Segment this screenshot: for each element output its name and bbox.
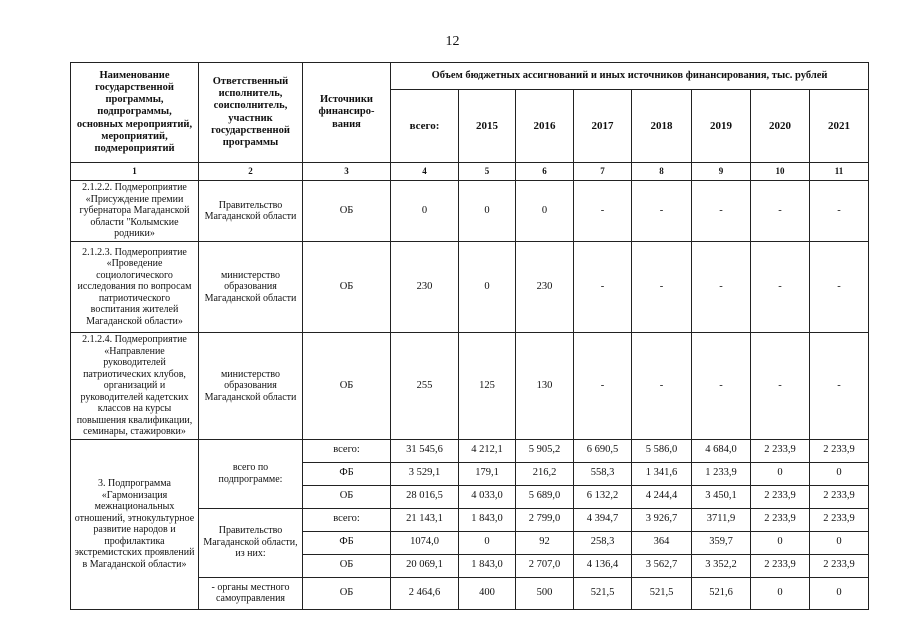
header-year: 2020: [751, 90, 810, 163]
executor-cell: всего по подпрограмме:: [199, 439, 303, 508]
value-cell: 1 341,6: [632, 462, 692, 485]
value-cell: -: [692, 181, 751, 242]
value-cell: 0: [459, 531, 516, 554]
value-cell: 5 905,2: [516, 439, 574, 462]
value-cell: 2 799,0: [516, 508, 574, 531]
index-cell: 4: [391, 163, 459, 181]
value-cell: -: [692, 333, 751, 440]
header-source: Источники финансиро-вания: [303, 63, 391, 163]
value-cell: 3711,9: [692, 508, 751, 531]
header-year: 2017: [574, 90, 632, 163]
executor-cell: Правительство Магаданской области, из них:: [199, 508, 303, 577]
value-cell: -: [810, 181, 869, 242]
value-cell: 5 586,0: [632, 439, 692, 462]
source-cell: ОБ: [303, 577, 391, 609]
value-cell: 4 136,4: [574, 554, 632, 577]
executor-cell: министерство образования Магаданской области: [199, 242, 303, 333]
value-cell: 2 233,9: [751, 439, 810, 462]
executor-cell: Правительство Магаданской области: [199, 181, 303, 242]
value-cell: 5 689,0: [516, 485, 574, 508]
value-cell: 28 016,5: [391, 485, 459, 508]
source-cell: ОБ: [303, 242, 391, 333]
value-cell: 2 233,9: [810, 485, 869, 508]
activity-name: 2.1.2.2. Подмероприятие «Присуждение премии губернатора Магаданской области "Колымские родники»: [71, 181, 199, 242]
source-cell: всего:: [303, 508, 391, 531]
value-cell: 2 233,9: [751, 485, 810, 508]
value-cell: 3 926,7: [632, 508, 692, 531]
header-name: Наименование государственной программы, подпрограммы, основных мероприятий, мероприятий, подмероприятий: [71, 63, 199, 163]
value-cell: -: [692, 242, 751, 333]
value-cell: 0: [459, 242, 516, 333]
value-cell: -: [632, 181, 692, 242]
index-cell: 10: [751, 163, 810, 181]
value-cell: 92: [516, 531, 574, 554]
value-cell: 216,2: [516, 462, 574, 485]
index-cell: 5: [459, 163, 516, 181]
table-row: [71, 181, 869, 242]
value-cell: 3 562,7: [632, 554, 692, 577]
value-cell: 1 843,0: [459, 508, 516, 531]
header-year: 2019: [692, 90, 751, 163]
source-cell: ОБ: [303, 333, 391, 440]
value-cell: 258,3: [574, 531, 632, 554]
value-cell: -: [751, 242, 810, 333]
value-cell: 6 690,5: [574, 439, 632, 462]
value-cell: 0: [810, 462, 869, 485]
source-cell: ОБ: [303, 485, 391, 508]
value-cell: 2 233,9: [810, 439, 869, 462]
value-cell: 21 143,1: [391, 508, 459, 531]
source-cell: ФБ: [303, 531, 391, 554]
header-budget: Объем бюджетных ассигнований и иных источников финансирования, тыс. рублей: [391, 63, 869, 90]
value-cell: -: [632, 333, 692, 440]
index-cell: 11: [810, 163, 869, 181]
executor-cell: - органы местного самоуправления: [199, 577, 303, 609]
value-cell: 3 352,2: [692, 554, 751, 577]
value-cell: 2 233,9: [751, 554, 810, 577]
value-cell: 0: [751, 462, 810, 485]
value-cell: 1 843,0: [459, 554, 516, 577]
value-cell: -: [751, 333, 810, 440]
header-year: 2016: [516, 90, 574, 163]
executor-cell: министерство образования Магаданской области: [199, 333, 303, 440]
value-cell: 4 033,0: [459, 485, 516, 508]
value-cell: 400: [459, 577, 516, 609]
value-cell: 0: [810, 531, 869, 554]
value-cell: 2 233,9: [810, 508, 869, 531]
index-row: [71, 163, 869, 181]
value-cell: 359,7: [692, 531, 751, 554]
value-cell: -: [751, 181, 810, 242]
value-cell: 0: [459, 181, 516, 242]
header-year: 2018: [632, 90, 692, 163]
value-cell: 0: [391, 181, 459, 242]
value-cell: 125: [459, 333, 516, 440]
value-cell: 230: [391, 242, 459, 333]
source-cell: всего:: [303, 439, 391, 462]
value-cell: 230: [516, 242, 574, 333]
value-cell: -: [574, 333, 632, 440]
source-cell: ОБ: [303, 181, 391, 242]
index-cell: 1: [71, 163, 199, 181]
value-cell: 3 450,1: [692, 485, 751, 508]
value-cell: 4 394,7: [574, 508, 632, 531]
value-cell: 3 529,1: [391, 462, 459, 485]
index-cell: 2: [199, 163, 303, 181]
value-cell: -: [810, 242, 869, 333]
index-cell: 8: [632, 163, 692, 181]
value-cell: -: [574, 181, 632, 242]
value-cell: -: [574, 242, 632, 333]
value-cell: 179,1: [459, 462, 516, 485]
value-cell: 558,3: [574, 462, 632, 485]
value-cell: 1 233,9: [692, 462, 751, 485]
budget-table: [70, 62, 869, 610]
value-cell: 2 233,9: [810, 554, 869, 577]
index-cell: 7: [574, 163, 632, 181]
value-cell: 2 707,0: [516, 554, 574, 577]
source-cell: ФБ: [303, 462, 391, 485]
table-row: [71, 242, 869, 333]
value-cell: 364: [632, 531, 692, 554]
value-cell: -: [632, 242, 692, 333]
activity-name: 2.1.2.4. Подмероприятие «Направление руководителей патриотических клубов, организаций и руководителей кадетских классов на курсы повышения квалификации, семинары, стажировки»: [71, 333, 199, 440]
value-cell: 521,5: [632, 577, 692, 609]
value-cell: -: [810, 333, 869, 440]
value-cell: 500: [516, 577, 574, 609]
value-cell: 20 069,1: [391, 554, 459, 577]
index-cell: 3: [303, 163, 391, 181]
table-row: [71, 439, 869, 462]
value-cell: 1074,0: [391, 531, 459, 554]
value-cell: 4 684,0: [692, 439, 751, 462]
value-cell: 521,5: [574, 577, 632, 609]
value-cell: 4 244,4: [632, 485, 692, 508]
value-cell: 6 132,2: [574, 485, 632, 508]
value-cell: 0: [810, 577, 869, 609]
value-cell: 2 464,6: [391, 577, 459, 609]
index-cell: 6: [516, 163, 574, 181]
value-cell: 0: [751, 577, 810, 609]
value-cell: 130: [516, 333, 574, 440]
header-year: 2021: [810, 90, 869, 163]
index-cell: 9: [692, 163, 751, 181]
subprogram-name: 3. Подпрограмма «Гармонизация межнациональных отношений, этнокультурное развитие народов и профилактика экстремистских проявлений в Магаданской области»: [71, 439, 199, 609]
value-cell: 0: [751, 531, 810, 554]
value-cell: 2 233,9: [751, 508, 810, 531]
activity-name: 2.1.2.3. Подмероприятие «Проведение социологического исследования по вопросам патриотического воспитания жителей Магаданской области»: [71, 242, 199, 333]
value-cell: 0: [516, 181, 574, 242]
value-cell: 4 212,1: [459, 439, 516, 462]
value-cell: 521,6: [692, 577, 751, 609]
header-executor: Ответственный исполнитель, соисполнитель, участник государственной программы: [199, 63, 303, 163]
table-row: [71, 333, 869, 440]
value-cell: 255: [391, 333, 459, 440]
source-cell: ОБ: [303, 554, 391, 577]
page-number: 12: [445, 34, 460, 49]
header-year: 2015: [459, 90, 516, 163]
header-total: всего:: [391, 90, 459, 163]
value-cell: 31 545,6: [391, 439, 459, 462]
